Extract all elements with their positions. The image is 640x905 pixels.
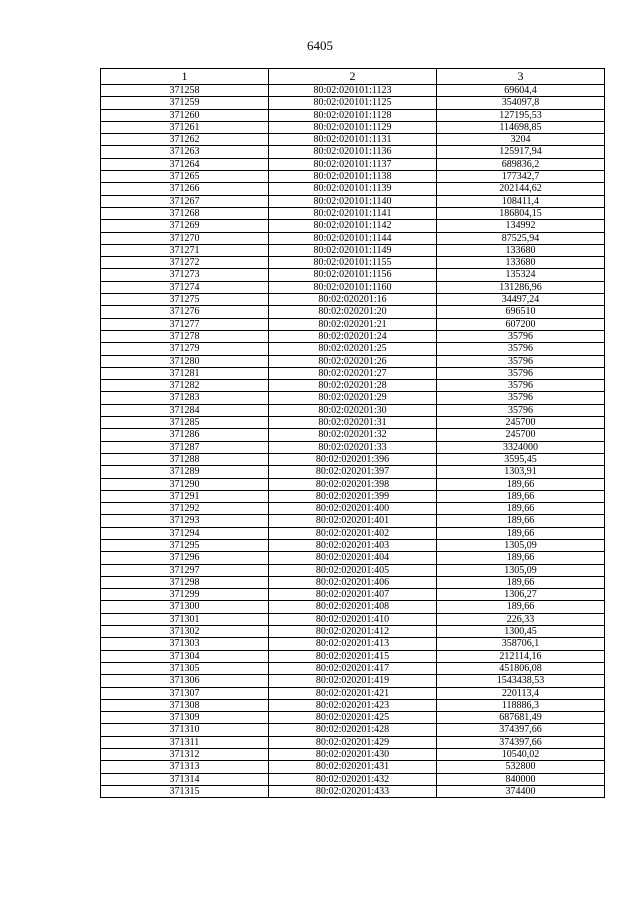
- table-cell-col-2: 80:02:020201:406: [269, 576, 437, 588]
- table-cell-col-3: 687681,49: [437, 712, 605, 724]
- table-row: [101, 109, 605, 121]
- table-cell-col-1: 371259: [101, 97, 269, 109]
- table-cell-col-1: 371268: [101, 207, 269, 219]
- table-cell-col-2: 80:02:020201:430: [269, 749, 437, 761]
- table-row: [101, 306, 605, 318]
- table-cell-col-1: 371269: [101, 220, 269, 232]
- table-row: [101, 749, 605, 761]
- table-cell-col-2: 80:02:020201:421: [269, 687, 437, 699]
- table-cell-col-2: 80:02:020201:24: [269, 330, 437, 342]
- table-cell-col-1: 371275: [101, 294, 269, 306]
- table-cell-col-1: 371260: [101, 109, 269, 121]
- table-cell-col-1: 371287: [101, 441, 269, 453]
- table-row: [101, 441, 605, 453]
- table-cell-col-1: 371293: [101, 515, 269, 527]
- table-cell-col-2: 80:02:020201:425: [269, 712, 437, 724]
- table-cell-col-2: 80:02:020201:407: [269, 589, 437, 601]
- table-cell-col-3: 133680: [437, 244, 605, 256]
- table-row: [101, 121, 605, 133]
- table-cell-col-3: 220113,4: [437, 687, 605, 699]
- table-cell-col-1: 371277: [101, 318, 269, 330]
- table-cell-col-2: 80:02:020201:398: [269, 478, 437, 490]
- table-row: [101, 294, 605, 306]
- table-cell-col-3: 189,66: [437, 601, 605, 613]
- table-cell-col-2: 80:02:020101:1139: [269, 183, 437, 195]
- table-cell-col-3: 87525,94: [437, 232, 605, 244]
- table-cell-col-3: 135324: [437, 269, 605, 281]
- table-cell-col-2: 80:02:020101:1125: [269, 97, 437, 109]
- table-cell-col-3: 374397,66: [437, 736, 605, 748]
- table-cell-col-1: 371263: [101, 146, 269, 158]
- page-number: 6405: [307, 38, 333, 53]
- table-cell-col-3: 69604,4: [437, 85, 605, 97]
- table-cell-col-1: 371271: [101, 244, 269, 256]
- data-table: [100, 68, 605, 798]
- table-row: [101, 380, 605, 392]
- table-cell-col-2: 80:02:020201:29: [269, 392, 437, 404]
- table-cell-col-1: 371279: [101, 343, 269, 355]
- table-cell-col-2: 80:02:020201:28: [269, 380, 437, 392]
- table-cell-col-3: 1305,09: [437, 539, 605, 551]
- table-row: [101, 220, 605, 232]
- table-cell-col-1: 371258: [101, 85, 269, 97]
- table-cell-col-2: 80:02:020101:1141: [269, 207, 437, 219]
- table-cell-col-2: 80:02:020201:20: [269, 306, 437, 318]
- table-cell-col-3: 35796: [437, 355, 605, 367]
- table-cell-col-1: 371304: [101, 650, 269, 662]
- table-cell-col-1: 371307: [101, 687, 269, 699]
- table-cell-col-3: 1543438,53: [437, 675, 605, 687]
- table-cell-col-3: 212114,16: [437, 650, 605, 662]
- table-cell-col-3: 840000: [437, 773, 605, 785]
- table-row: [101, 85, 605, 97]
- table-row: [101, 134, 605, 146]
- table-cell-col-3: 134992: [437, 220, 605, 232]
- table-cell-col-3: 125917,94: [437, 146, 605, 158]
- table-cell-col-2: 80:02:020201:423: [269, 699, 437, 711]
- table-cell-col-3: 127195,53: [437, 109, 605, 121]
- table-cell-col-1: 371274: [101, 281, 269, 293]
- table-cell-col-2: 80:02:020201:399: [269, 490, 437, 502]
- table-row: [101, 355, 605, 367]
- table-cell-col-2: 80:02:020101:1160: [269, 281, 437, 293]
- table-cell-col-2: 80:02:020101:1144: [269, 232, 437, 244]
- table-row: [101, 662, 605, 674]
- table-cell-col-3: 131286,96: [437, 281, 605, 293]
- table-row: [101, 195, 605, 207]
- table-row: [101, 699, 605, 711]
- table-body: [101, 85, 605, 798]
- table-row: [101, 183, 605, 195]
- table-cell-col-2: 80:02:020201:415: [269, 650, 437, 662]
- table-cell-col-1: 371265: [101, 171, 269, 183]
- table-cell-col-3: 186804,15: [437, 207, 605, 219]
- table-cell-col-3: 607200: [437, 318, 605, 330]
- table-cell-col-2: 80:02:020201:31: [269, 417, 437, 429]
- table-cell-col-2: 80:02:020201:32: [269, 429, 437, 441]
- table-cell-col-1: 371270: [101, 232, 269, 244]
- table-cell-col-3: 358706,1: [437, 638, 605, 650]
- table-row: [101, 158, 605, 170]
- table-cell-col-3: 118886,3: [437, 699, 605, 711]
- table-row: [101, 453, 605, 465]
- table-row: [101, 232, 605, 244]
- table-row: [101, 318, 605, 330]
- table-cell-col-2: 80:02:020201:26: [269, 355, 437, 367]
- table-cell-col-1: 371278: [101, 330, 269, 342]
- table-cell-col-3: 108411,4: [437, 195, 605, 207]
- table-row: [101, 97, 605, 109]
- table-cell-col-3: 35796: [437, 367, 605, 379]
- table-cell-col-2: 80:02:020101:1129: [269, 121, 437, 133]
- table-row: [101, 638, 605, 650]
- table-cell-col-3: 245700: [437, 417, 605, 429]
- table-cell-col-2: 80:02:020201:412: [269, 626, 437, 638]
- table-cell-col-1: 371301: [101, 613, 269, 625]
- table-cell-col-3: 689836,2: [437, 158, 605, 170]
- table-cell-col-2: 80:02:020101:1142: [269, 220, 437, 232]
- table-row: [101, 613, 605, 625]
- table-cell-col-2: 80:02:020201:428: [269, 724, 437, 736]
- table-cell-col-1: 371312: [101, 749, 269, 761]
- table-cell-col-2: 80:02:020201:404: [269, 552, 437, 564]
- table-cell-col-1: 371291: [101, 490, 269, 502]
- table-cell-col-3: 133680: [437, 257, 605, 269]
- table-row: [101, 281, 605, 293]
- table-cell-col-1: 371289: [101, 466, 269, 478]
- table-cell-col-1: 371290: [101, 478, 269, 490]
- table-cell-col-2: 80:02:020201:403: [269, 539, 437, 551]
- table-cell-col-1: 371282: [101, 380, 269, 392]
- table-cell-col-1: 371305: [101, 662, 269, 674]
- table-cell-col-3: 189,66: [437, 515, 605, 527]
- table-cell-col-1: 371273: [101, 269, 269, 281]
- table-row: [101, 257, 605, 269]
- table-cell-col-1: 371300: [101, 601, 269, 613]
- table-cell-col-2: 80:02:020201:432: [269, 773, 437, 785]
- table-row: [101, 589, 605, 601]
- table-cell-col-3: 10540,02: [437, 749, 605, 761]
- table-cell-col-1: 371281: [101, 367, 269, 379]
- table-row: [101, 773, 605, 785]
- table-row: [101, 527, 605, 539]
- table-row: [101, 515, 605, 527]
- table-cell-col-3: 3324000: [437, 441, 605, 453]
- table-cell-col-2: 80:02:020201:429: [269, 736, 437, 748]
- table-cell-col-3: 1306,27: [437, 589, 605, 601]
- table-cell-col-2: 80:02:020101:1137: [269, 158, 437, 170]
- table-row: [101, 343, 605, 355]
- table-cell-col-1: 371297: [101, 564, 269, 576]
- table-cell-col-1: 371284: [101, 404, 269, 416]
- table-cell-col-3: 532800: [437, 761, 605, 773]
- table-cell-col-2: 80:02:020101:1155: [269, 257, 437, 269]
- table-header-row: [101, 69, 605, 85]
- table-cell-col-3: 35796: [437, 392, 605, 404]
- table-row: [101, 626, 605, 638]
- table-cell-col-1: 371266: [101, 183, 269, 195]
- table-cell-col-2: 80:02:020101:1123: [269, 85, 437, 97]
- table-row: [101, 404, 605, 416]
- table-cell-col-3: 35796: [437, 343, 605, 355]
- table-cell-col-1: 371303: [101, 638, 269, 650]
- table-cell-col-1: 371311: [101, 736, 269, 748]
- table-cell-col-2: 80:02:020101:1140: [269, 195, 437, 207]
- table-cell-col-3: 1305,09: [437, 564, 605, 576]
- table-row: [101, 736, 605, 748]
- table-cell-col-2: 80:02:020101:1149: [269, 244, 437, 256]
- table-cell-col-2: 80:02:020201:16: [269, 294, 437, 306]
- table-cell-col-1: 371276: [101, 306, 269, 318]
- table-cell-col-3: 35796: [437, 404, 605, 416]
- table-cell-col-3: 451806,08: [437, 662, 605, 674]
- table-cell-col-3: 245700: [437, 429, 605, 441]
- table-cell-col-2: 80:02:020201:417: [269, 662, 437, 674]
- table-cell-col-1: 371308: [101, 699, 269, 711]
- table-row: [101, 171, 605, 183]
- table-cell-col-2: 80:02:020101:1156: [269, 269, 437, 281]
- table-row: [101, 761, 605, 773]
- table-cell-col-1: 371309: [101, 712, 269, 724]
- table-cell-col-3: 35796: [437, 380, 605, 392]
- table-row: [101, 712, 605, 724]
- table-row: [101, 675, 605, 687]
- table-cell-col-2: 80:02:020201:433: [269, 785, 437, 797]
- table-cell-col-1: 371267: [101, 195, 269, 207]
- table-cell-col-2: 80:02:020201:21: [269, 318, 437, 330]
- table-cell-col-2: 80:02:020101:1138: [269, 171, 437, 183]
- table-row: [101, 552, 605, 564]
- table-cell-col-1: 371296: [101, 552, 269, 564]
- table-row: [101, 417, 605, 429]
- table-cell-col-3: 1300,45: [437, 626, 605, 638]
- table-cell-col-2: 80:02:020201:33: [269, 441, 437, 453]
- table-row: [101, 330, 605, 342]
- table-cell-col-2: 80:02:020201:408: [269, 601, 437, 613]
- table-row: [101, 785, 605, 797]
- table-cell-col-3: 354097,8: [437, 97, 605, 109]
- table-row: [101, 207, 605, 219]
- table-row: [101, 490, 605, 502]
- table-cell-col-1: 371286: [101, 429, 269, 441]
- table-cell-col-3: 189,66: [437, 503, 605, 515]
- column-header-1: 1: [101, 69, 269, 85]
- table-cell-col-1: 371299: [101, 589, 269, 601]
- table-cell-col-1: 371261: [101, 121, 269, 133]
- table-cell-col-3: 189,66: [437, 478, 605, 490]
- table-cell-col-3: 189,66: [437, 527, 605, 539]
- table-cell-col-3: 35796: [437, 330, 605, 342]
- table-cell-col-2: 80:02:020201:405: [269, 564, 437, 576]
- table-cell-col-2: 80:02:020201:401: [269, 515, 437, 527]
- table-row: [101, 392, 605, 404]
- table-row: [101, 564, 605, 576]
- table-cell-col-1: 371285: [101, 417, 269, 429]
- table-cell-col-2: 80:02:020101:1136: [269, 146, 437, 158]
- table-row: [101, 539, 605, 551]
- table-cell-col-1: 371272: [101, 257, 269, 269]
- table-cell-col-1: 371288: [101, 453, 269, 465]
- table-row: [101, 601, 605, 613]
- table-cell-col-1: 371262: [101, 134, 269, 146]
- table-cell-col-2: 80:02:020101:1131: [269, 134, 437, 146]
- table-cell-col-2: 80:02:020201:30: [269, 404, 437, 416]
- table-cell-col-2: 80:02:020101:1128: [269, 109, 437, 121]
- table-row: [101, 244, 605, 256]
- table-cell-col-3: 1303,91: [437, 466, 605, 478]
- table-cell-col-3: 226,33: [437, 613, 605, 625]
- table-cell-col-3: 189,66: [437, 576, 605, 588]
- table-row: [101, 466, 605, 478]
- table-cell-col-3: 114698,85: [437, 121, 605, 133]
- table-cell-col-3: 189,66: [437, 490, 605, 502]
- table-cell-col-1: 371310: [101, 724, 269, 736]
- table-cell-col-1: 371280: [101, 355, 269, 367]
- table-cell-col-1: 371294: [101, 527, 269, 539]
- table-cell-col-1: 371302: [101, 626, 269, 638]
- table-cell-col-2: 80:02:020201:419: [269, 675, 437, 687]
- column-header-2: 2: [269, 69, 437, 85]
- table-row: [101, 724, 605, 736]
- table-row: [101, 687, 605, 699]
- table-cell-col-2: 80:02:020201:27: [269, 367, 437, 379]
- table-row: [101, 269, 605, 281]
- table-cell-col-3: 202144,62: [437, 183, 605, 195]
- column-header-3: 3: [437, 69, 605, 85]
- table-cell-col-3: 3204: [437, 134, 605, 146]
- table-cell-col-1: 371306: [101, 675, 269, 687]
- table-cell-col-3: 177342,7: [437, 171, 605, 183]
- table-row: [101, 367, 605, 379]
- table-cell-col-2: 80:02:020201:25: [269, 343, 437, 355]
- table-row: [101, 650, 605, 662]
- table-cell-col-1: 371314: [101, 773, 269, 785]
- table-cell-col-2: 80:02:020201:396: [269, 453, 437, 465]
- table-cell-col-3: 374400: [437, 785, 605, 797]
- table-cell-col-2: 80:02:020201:402: [269, 527, 437, 539]
- table-cell-col-1: 371315: [101, 785, 269, 797]
- table-cell-col-1: 371264: [101, 158, 269, 170]
- table-cell-col-2: 80:02:020201:431: [269, 761, 437, 773]
- table-cell-col-1: 371292: [101, 503, 269, 515]
- table-cell-col-3: 696510: [437, 306, 605, 318]
- table-cell-col-1: 371295: [101, 539, 269, 551]
- table-row: [101, 429, 605, 441]
- table-cell-col-2: 80:02:020201:413: [269, 638, 437, 650]
- table-cell-col-3: 189,66: [437, 552, 605, 564]
- table-cell-col-2: 80:02:020201:400: [269, 503, 437, 515]
- table-cell-col-3: 3595,45: [437, 453, 605, 465]
- table-cell-col-2: 80:02:020201:397: [269, 466, 437, 478]
- table-cell-col-3: 34497,24: [437, 294, 605, 306]
- table-row: [101, 146, 605, 158]
- table-cell-col-1: 371298: [101, 576, 269, 588]
- table-row: [101, 503, 605, 515]
- table-row: [101, 478, 605, 490]
- table-cell-col-3: 374397,66: [437, 724, 605, 736]
- table-cell-col-1: 371283: [101, 392, 269, 404]
- table-row: [101, 576, 605, 588]
- table-cell-col-2: 80:02:020201:410: [269, 613, 437, 625]
- table-cell-col-1: 371313: [101, 761, 269, 773]
